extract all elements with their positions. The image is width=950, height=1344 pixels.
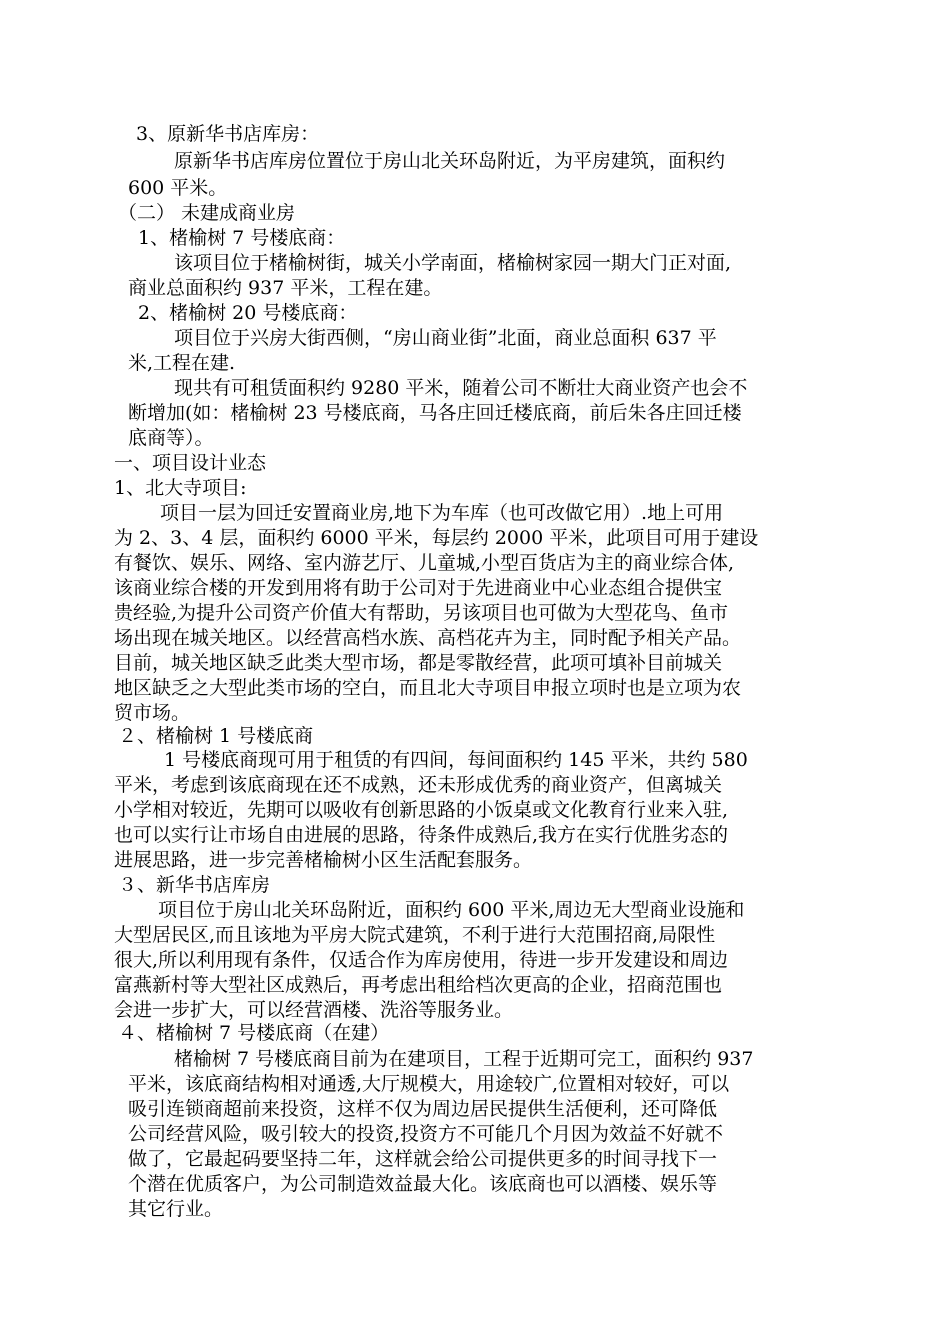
paragraph-line: 贵经验,为提升公司资产价值大有帮助，另该项目也可做为大型花鸟、鱼市 — [114, 602, 729, 624]
paragraph-line: 项目位于房山北关环岛附近，面积约 600 平米,周边无大型商业设施和 — [158, 899, 745, 921]
paragraph-line: 个潜在优质客户，为公司制造效益最大化。该底商也可以酒楼、娱乐等 — [128, 1173, 718, 1195]
paragraph-line: 小学相对较近，先期可以吸收有创新思路的小饭桌或文化教育行业来入驻, — [114, 799, 729, 821]
heading-building-20: 2、楮榆树 20 号楼底商： — [138, 302, 358, 324]
paragraph-line: 项目位于兴房大街西侧，“房山商业街”北面，商业总面积 637 平 — [174, 327, 717, 349]
paragraph-line: 目前，城关地区缺乏此类大型市场，都是零散经营，此项可填补目前城关 — [114, 652, 723, 674]
paragraph-line: 商业总面积约 937 平米，工程在建。 — [128, 277, 443, 299]
heading-old-xinhua-warehouse: 3、原新华书店库房： — [136, 123, 320, 145]
paragraph-line: 地区缺乏之大型此类市场的空白，而且北大寺项目申报立项时也是立项为农 — [114, 677, 742, 699]
paragraph-line: 有餐饮、娱乐、网络、室内游艺厅、儿童城,小型百货店为主的商业综合体, — [114, 552, 735, 574]
paragraph-line: 断增加(如：楮榆树 23 号楼底商，马各庄回迁楼底商，前后朱各庄回迁楼 — [128, 402, 742, 424]
paragraph-line: 会进一步扩大，可以经营酒楼、洗浴等服务业。 — [114, 999, 514, 1021]
paragraph-line: 米,工程在建. — [128, 352, 236, 374]
heading-building-7: 1、楮榆树 7 号楼底商： — [138, 227, 346, 249]
paragraph-line: 富燕新村等大型社区成熟后，再考虑出租给档次更高的企业，招商范围也 — [114, 974, 723, 996]
section-heading-design: 一、项目设计业态 — [114, 452, 267, 474]
heading-xinhua-warehouse: ３、新华书店库房 — [118, 874, 271, 896]
paragraph-line: 场出现在城关地区。以经营高档水族、高档花卉为主，同时配予相关产品。 — [114, 627, 742, 649]
paragraph-line: 也可以实行让市场自由进展的思路，待条件成熟后,我方在实行优胜劣态的 — [114, 824, 729, 846]
paragraph-line: 该项目位于楮榆树街，城关小学南面，楮榆树家园一期大门正对面, — [174, 252, 732, 274]
paragraph-line: 600 平米。 — [128, 177, 228, 199]
paragraph-line: 贸市场。 — [114, 702, 191, 724]
paragraph-line: 公司经营风险，吸引较大的投资,投资方不可能几个月因为效益不好就不 — [128, 1123, 724, 1145]
paragraph-line: 很大,所以利用现有条件，仅适合作为库房使用，待进一步开发建设和周边 — [114, 949, 729, 971]
heading-building-7-under-construction: ４、楮榆树 7 号楼底商（在建） — [118, 1022, 390, 1044]
paragraph-line: 其它行业。 — [128, 1198, 224, 1220]
paragraph-line: 吸引连锁商超前来投资，这样不仅为周边居民提供生活便利，还可降低 — [128, 1098, 718, 1120]
paragraph-line: 1 号楼底商现可用于租赁的有四间，每间面积约 145 平米，共约 580 — [164, 749, 748, 771]
heading-building-1: ２、楮榆树 1 号楼底商 — [118, 725, 314, 747]
paragraph-line: 该商业综合楼的开发到用将有助于公司对于先进商业中心业态组合提供宝 — [114, 577, 723, 599]
section-heading-unbuilt: （二） 未建成商业房 — [118, 202, 296, 224]
paragraph-line: 平米，考虑到该底商现在还不成熟，还未形成优秀的商业资产，但离城关 — [114, 774, 723, 796]
paragraph-line: 原新华书店库房位置位于房山北关环岛附近，为平房建筑，面积约 — [174, 150, 726, 172]
paragraph-line: 底商等）。 — [128, 427, 214, 449]
paragraph-line: 项目一层为回迁安置商业房,地下为车库（也可改做它用）.地上可用 — [160, 502, 724, 524]
heading-beidasi: 1、北大寺项目: — [114, 477, 247, 499]
paragraph-line: 平米，该底商结构相对通透,大厅规模大，用途较广,位置相对较好，可以 — [128, 1073, 730, 1095]
paragraph-line: 现共有可租赁面积约 9280 平米，随着公司不断壮大商业资产也会不 — [174, 377, 748, 399]
paragraph-line: 大型居民区,而且该地为平房大院式建筑，不利于进行大范围招商,局限性 — [114, 924, 716, 946]
paragraph-line: 做了，它最起码要坚持二年，这样就会给公司提供更多的时间寻找下一 — [128, 1148, 718, 1170]
paragraph-line: 楮榆树 7 号楼底商目前为在建项目，工程于近期可完工，面积约 937 — [174, 1048, 754, 1070]
paragraph-line: 为 2、3、4 层，面积约 6000 平米，每层约 2000 平米，此项目可用于建设 — [114, 527, 759, 549]
paragraph-line: 进展思路，进一步完善楮榆树小区生活配套服务。 — [114, 849, 533, 871]
